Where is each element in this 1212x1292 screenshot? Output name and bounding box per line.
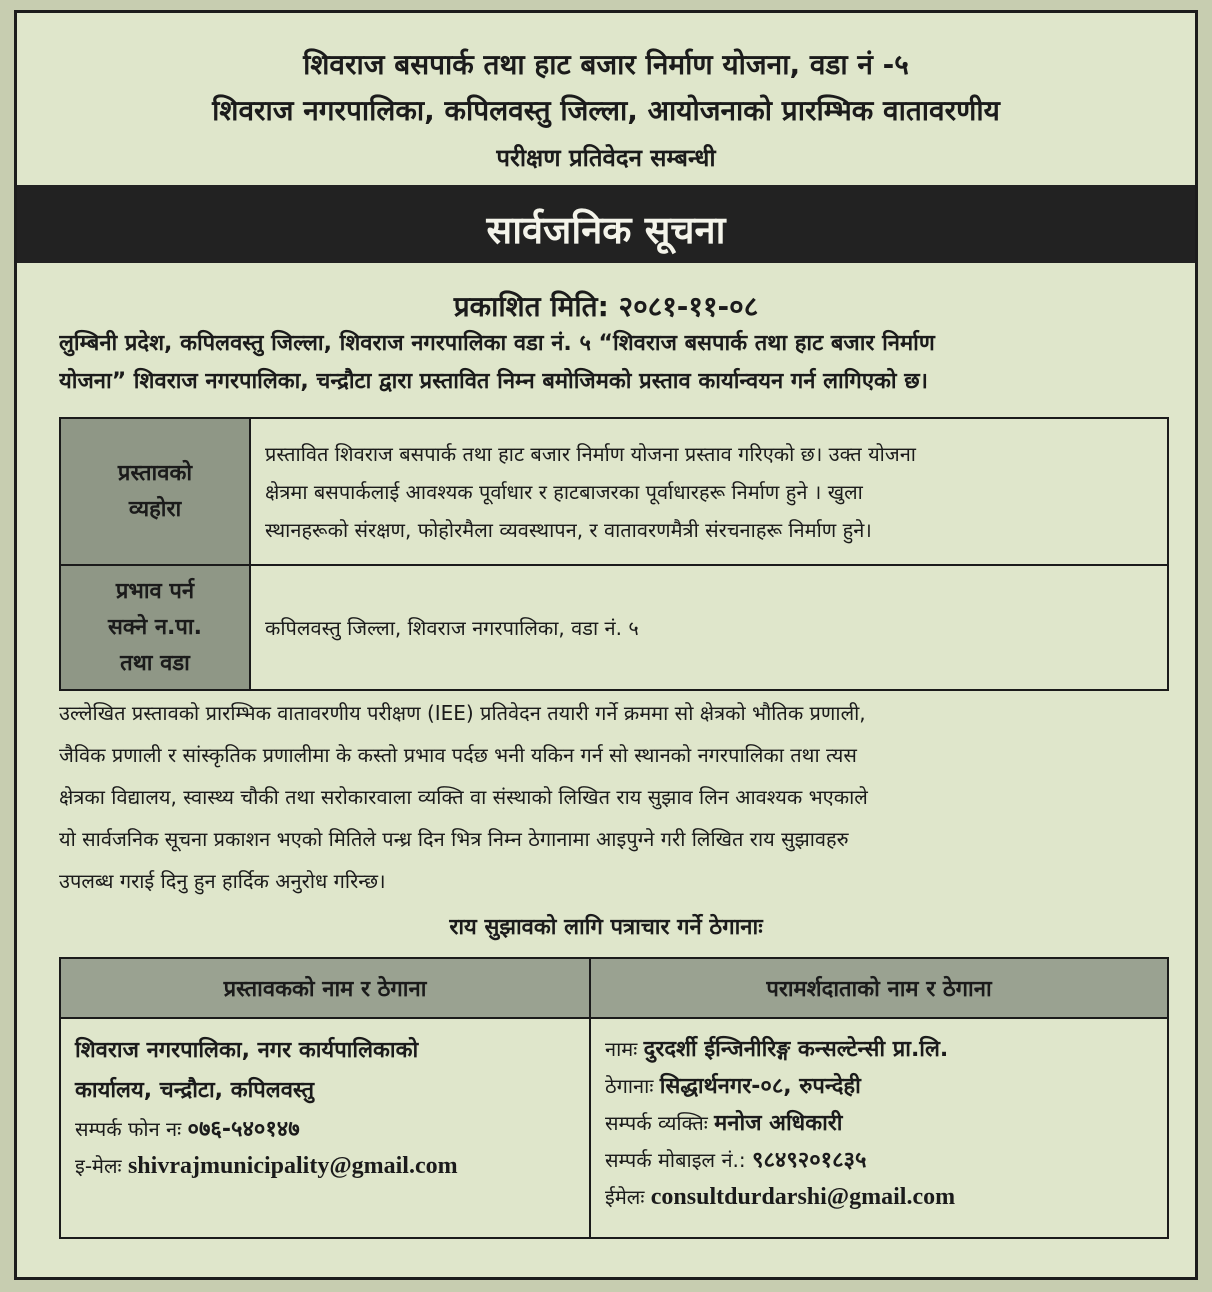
affected-area-text: कपिलवस्तु जिल्ला, शिवराज नगरपालिका, वडा नं. ५ bbox=[265, 615, 639, 640]
proposal-row bbox=[60, 418, 1168, 565]
proposal-description-line-2: क्षेत्रमा बसपार्कलाई आवश्यक पूर्वाधार र हाटबाजरका पूर्वाधारहरू निर्माण हुने । खुला bbox=[265, 479, 863, 504]
affected-label-line-2: सक्ने न.पा. bbox=[108, 614, 202, 640]
consultant-header: परामर्शदाताको नाम र ठेगाना bbox=[590, 958, 1168, 1018]
consultant-email-label: ईमेलः bbox=[605, 1185, 645, 1209]
consultant-name-value: दुरदर्शी ईन्जिनीरिङ्ग कन्सल्टेन्सी प्रा.लि. bbox=[643, 1037, 949, 1062]
body-line-3: क्षेत्रका विद्यालय, स्वास्थ्य चौकी तथा सरोकारवाला व्यक्ति वा संस्थाको लिखित राय सुझाव लिन आवश्यक भएकाले bbox=[59, 785, 868, 809]
address-table bbox=[59, 957, 1169, 1239]
proposal-description-line-1: प्रस्तावित शिवराज बसपार्क तथा हाट बजार निर्माण योजना प्रस्ताव गरिएको छ। उक्त योजना bbox=[265, 441, 916, 466]
proposal-table bbox=[59, 417, 1169, 691]
proponent-cell bbox=[60, 1018, 590, 1238]
consultant-mobile bbox=[605, 1142, 1153, 1179]
proposal-label-cell bbox=[60, 418, 250, 565]
intro-line-2: योजना” शिवराज नगरपालिका, चन्द्रौटा द्वारा प्रस्तावित निम्न बमोजिमको प्रस्ताव कार्यान्वयन गर्न लागिएको छ। bbox=[59, 369, 928, 394]
affected-label-line-1: प्रभाव पर्न bbox=[115, 578, 195, 604]
consultant-address-value: सिद्धार्थनगर-०८, रुपन्देही bbox=[659, 1074, 861, 1099]
affected-area-row bbox=[60, 565, 1168, 690]
proponent-phone-label: सम्पर्क फोन नः bbox=[75, 1117, 182, 1141]
consultant-contact-value: मनोज अधिकारी bbox=[714, 1111, 843, 1136]
notice-title-line-1: शिवराज बसपार्क तथा हाट बजार निर्माण योजना, वडा नं -५ bbox=[303, 48, 909, 81]
proponent-email-label: इ-मेलः bbox=[75, 1154, 122, 1178]
public-notice bbox=[14, 10, 1198, 1280]
proponent-phone bbox=[75, 1111, 575, 1148]
proponent-name-line-1: शिवराज नगरपालिका, नगर कार्यपालिकाको bbox=[75, 1038, 419, 1063]
proposal-label-line-1: प्रस्तावको bbox=[117, 460, 193, 486]
proposal-label-line-2: व्यहोरा bbox=[128, 496, 182, 522]
intro-line-1: लुम्बिनी प्रदेश, कपिलवस्तु जिल्ला, शिवराज नगरपालिका वडा नं. ५ “शिवराज बसपार्क तथा हाट बजार निर्माण bbox=[59, 331, 935, 356]
body-line-5: उपलब्ध गराई दिनु हुन हार्दिक अनुरोध गरिन्छ। bbox=[59, 869, 386, 893]
proponent-email bbox=[75, 1148, 575, 1184]
consultant-address bbox=[605, 1068, 1153, 1105]
consultant-address-label: ठेगानाः bbox=[605, 1074, 654, 1098]
address-heading: राय सुझावको लागि पत्राचार गर्ने ठेगानाः bbox=[449, 915, 763, 940]
proponent-name-line-2: कार्यालय, चन्द्रौटा, कपिलवस्तु bbox=[75, 1078, 315, 1103]
consultant-contact-label: सम्पर्क व्यक्तिः bbox=[605, 1111, 708, 1135]
affected-label-line-3: तथा वडा bbox=[120, 650, 190, 676]
consultant-email-value: consultdurdarshi@gmail.com bbox=[650, 1184, 956, 1210]
consultant-name-label: नामः bbox=[605, 1037, 638, 1061]
body-line-2: जैविक प्रणाली र सांस्कृतिक प्रणालीमा के कस्तो प्रभाव पर्दछ भनी यकिन गर्न सो स्थानको नगरपालिका तथा त्यस bbox=[59, 743, 857, 767]
notice-title-line-3: परीक्षण प्रतिवेदन सम्बन्धी bbox=[496, 144, 716, 172]
proposal-description-cell bbox=[250, 418, 1168, 565]
consultant-name bbox=[605, 1031, 1153, 1068]
proponent-header: प्रस्तावकको नाम र ठेगाना bbox=[60, 958, 590, 1018]
consultant-email bbox=[605, 1179, 1153, 1215]
notice-title-line-2: शिवराज नगरपालिका, कपिलवस्तु जिल्ला, आयोजनाको प्रारम्भिक वातावरणीय bbox=[212, 94, 1000, 127]
consultant-mobile-label: सम्पर्क मोबाइल नं.: bbox=[605, 1148, 746, 1172]
proponent-phone-value: ०७६-५४०१४७ bbox=[187, 1117, 300, 1142]
proposal-description-line-3: स्थानहरूको संरक्षण, फोहोरमैला व्यवस्थापन, र वातावरणमैत्री संरचनाहरू निर्माण हुने। bbox=[265, 517, 872, 542]
body-line-4: यो सार्वजनिक सूचना प्रकाशन भएको मितिले पन्ध्र दिन भित्र निम्न ठेगानामा आइपुग्ने गरी लिखित राय सुझावहरु bbox=[59, 827, 849, 851]
publication-date: प्रकाशित मिति: २०८१-११-०८ bbox=[453, 290, 759, 323]
consultant-mobile-value: ९८४९२०१८३५ bbox=[752, 1148, 867, 1173]
affected-area-cell bbox=[250, 565, 1168, 690]
address-header-row bbox=[60, 958, 1168, 1018]
consultant-cell bbox=[590, 1018, 1168, 1238]
affected-area-label-cell bbox=[60, 565, 250, 690]
body-line-1: उल्लेखित प्रस्तावको प्रारम्भिक वातावरणीय परीक्षण (IEE) प्रतिवेदन तयारी गर्ने क्रममा सो क्षेत्रको भौतिक प्रणाली, bbox=[59, 701, 866, 725]
notice-banner bbox=[17, 185, 1195, 263]
proponent-email-value: shivrajmunicipality@gmail.com bbox=[127, 1153, 458, 1179]
consultant-contact bbox=[605, 1105, 1153, 1142]
banner-text: सार्वजनिक सूचना bbox=[486, 208, 726, 252]
address-row bbox=[60, 1018, 1168, 1238]
